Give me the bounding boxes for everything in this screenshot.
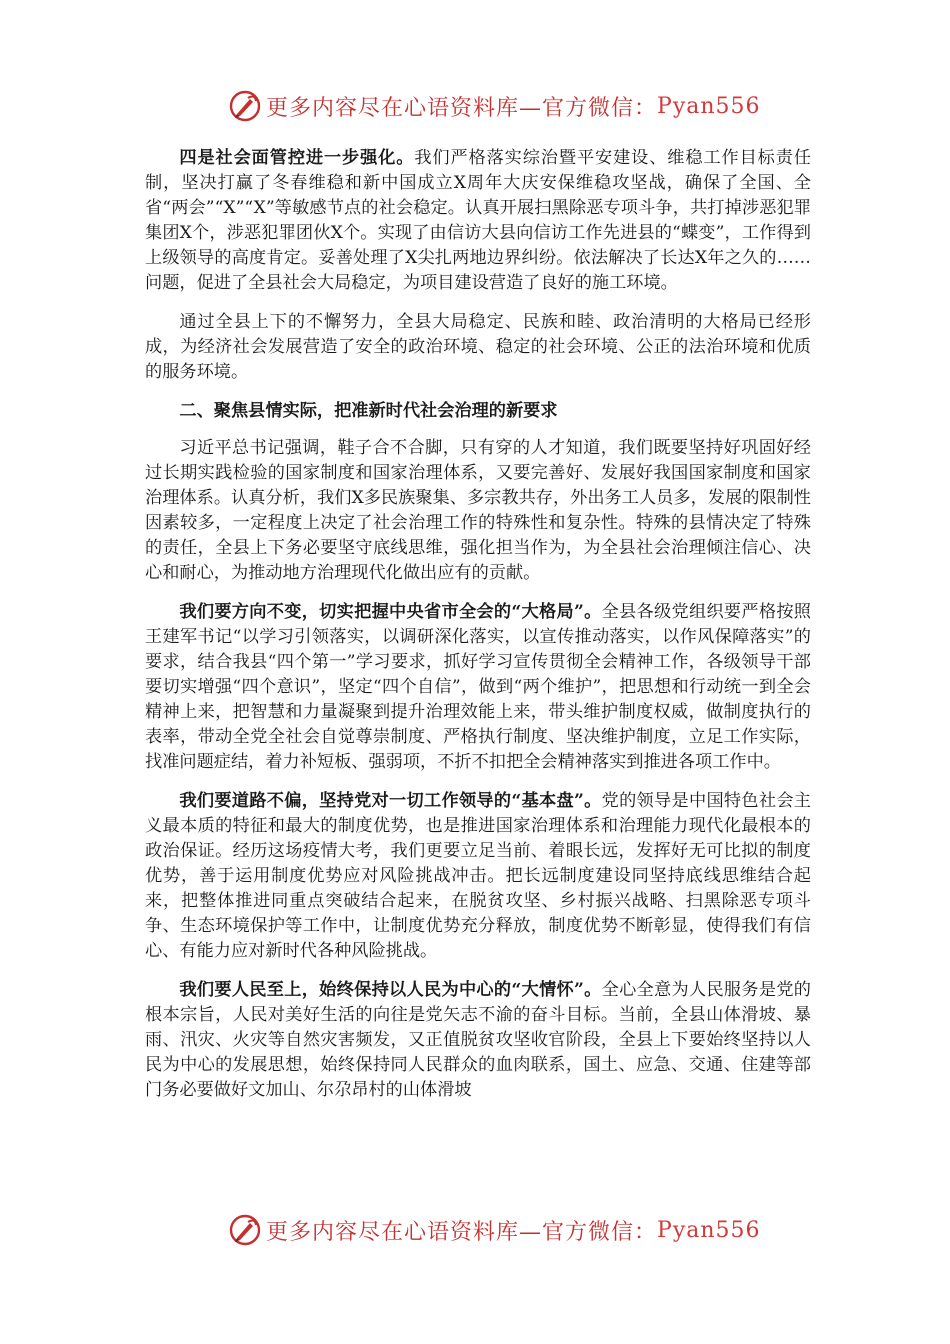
paragraph-people-first xyxy=(145,978,811,1103)
paragraph-text: 我们严格落实综治暨平安建设、维稳工作目标责任制，坚决打赢了冬春维稳和新中国成立X周年大庆安保维稳攻坚战，确保了全国、全省“两会”“X”“X”等敏感节点的社会稳定。认真开展扫黑除恶专项斗争，共打掉涉恶犯罪集团X个，涉恶犯罪团伙X个。实现了由信访大县向信访工作先进县的“蝶变”，工作得到上级领导的高度肯定。妥善处理了X尖扎两地边界纠纷。依法解决了长达X年之久的……问题，促进了全县社会大局稳定，为项目建设营造了良好的施工环境。 xyxy=(145,148,811,293)
paragraph-lead: 我们要人民至上，始终保持以人民为中心的“大情怀”。 xyxy=(179,980,602,1000)
paragraph-party-leadership xyxy=(145,789,811,964)
paragraph-text: 党的领导是中国特色社会主义最本质的特征和最大的制度优势，也是推进国家治理体系和治理能力现代化最根本的政治保证。经历这场疫情大考，我们更要立足当前、着眼长远，发挥好无可比拟的制度优势，善于运用制度优势应对风险挑战冲击。把长远制度建设同坚持底线思维结合起来，把整体推进同重点突破结合起来，在脱贫攻坚、乡村振兴战略、扫黑除恶专项斗争、生态环境保护等工作中，让制度优势充分释放，制度优势不断彰显，使得我们有信心、有能力应对新时代各种风险挑战。 xyxy=(145,791,811,961)
pen-logo-icon xyxy=(228,1213,262,1247)
paragraph-text: 全县各级党组织要严格按照王建军书记“以学习引领落实，以调研深化落实，以宣传推动落实，以作风保障落实”的要求，结合我县“四个第一”学习要求，抓好学习宣传贯彻全会精神工作，各级领导干部要切实增强“四个意识”，坚定“四个自信”，做到“两个维护”，把思想和行动统一到全会精神上来，把智慧和力量凝聚到提升治理效能上来，带头维护制度权威，做制度执行的表率，带动全党全社会自觉尊崇制度、严格执行制度、坚决维护制度，立足工作实际，找准问题症结，着力补短板、强弱项，不折不扣把全会精神落实到推进各项工作中。 xyxy=(145,602,811,772)
paragraph-direction xyxy=(145,600,811,775)
document-body xyxy=(145,146,811,1117)
paragraph-xi-quote xyxy=(145,436,811,586)
paragraph-text: 全心全意为人民服务是党的根本宗旨，人民对美好生活的向往是党矢志不渝的奋斗目标。当前，全县山体滑坡、暴雨、汛灾、火灾等自然灾害频发，又正值脱贫攻坚收官阶段，全县上下要始终坚持以人民为中心的发展思想，始终保持同人民群众的血肉联系，国土、应急、交通、住建等部门务必要做好文加山、尔尕昂村的山体滑坡 xyxy=(145,980,811,1100)
section-heading: 二、聚焦县情实际，把准新时代社会治理的新要求 xyxy=(179,401,558,421)
header-watermark-banner xyxy=(228,86,761,126)
paragraph-text: 习近平总书记强调，鞋子合不合脚，只有穿的人才知道，我们既要坚持好巩固好经过长期实践检验的国家制度和国家治理体系，又要完善好、发展好我国国家制度和国家治理体系。认真分析，我们X多民族聚集、多宗教共存，外出务工人员多，发展的限制性因素较多，一定程度上决定了社会治理工作的特殊性和复杂性。特殊的县情决定了特殊的责任，全县上下务必要坚守底线思维，强化担当作为，为全县社会治理倾注信心、决心和耐心，为推动地方治理现代化做出应有的贡献。 xyxy=(145,438,811,583)
banner-wechat-handle: Pyan556 xyxy=(657,93,761,119)
paragraph-text: 通过全县上下的不懈努力，全县大局稳定、民族和睦、政治清明的大格局已经形成，为经济社会发展营造了安全的政治环境、稳定的社会环境、公正的法治环境和优质的服务环境。 xyxy=(145,312,811,382)
paragraph-social-control xyxy=(145,146,811,296)
paragraph-lead: 我们要方向不变，切实把握中央省市全会的“大格局”。 xyxy=(179,602,602,622)
banner-text: 更多内容尽在心语资料库—官方微信： xyxy=(266,95,658,121)
paragraph-lead: 四是社会面管控进一步强化。 xyxy=(179,148,415,168)
footer-watermark-banner xyxy=(228,1210,761,1250)
paragraph-summary xyxy=(145,310,811,385)
banner-wechat-handle: Pyan556 xyxy=(657,1217,761,1243)
paragraph-lead: 我们要道路不偏，坚持党对一切工作领导的“基本盘”。 xyxy=(179,791,602,811)
pen-logo-icon xyxy=(228,89,262,123)
banner-text: 更多内容尽在心语资料库—官方微信： xyxy=(266,1219,658,1245)
